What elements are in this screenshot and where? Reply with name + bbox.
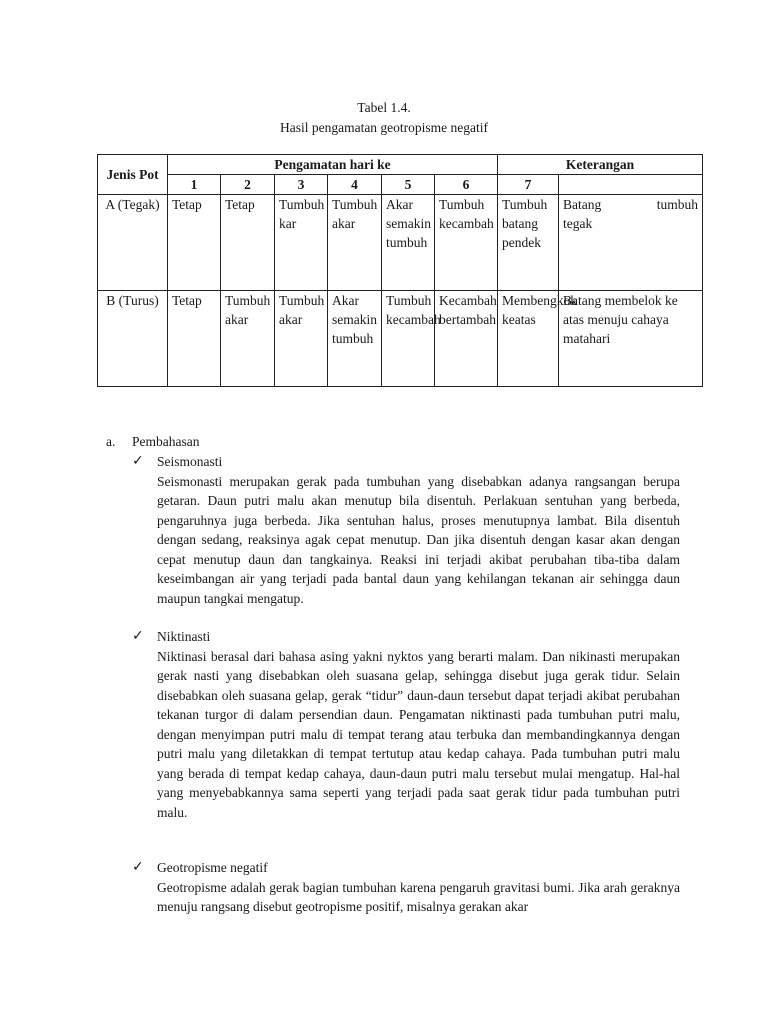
day-cell: Tumbuh kecambah [435,195,498,291]
keterangan-word: Batang [563,197,602,212]
day-cell: Membengkok keatas [498,291,559,387]
table-title: Hasil pengamatan geotropisme negatif [279,120,489,135]
day-cell: Tetap [168,195,221,291]
day-cell: Tumbuh akar [275,291,328,387]
header-day-4: 4 [328,175,382,195]
pot-cell: A (Tegak) [98,195,168,291]
item-heading: Seismonasti [157,454,223,469]
day-cell: Tumbuh kecambah [382,291,435,387]
header-keterangan: Keterangan [498,155,703,175]
day-cell: Akar semakin tumbuh [328,291,382,387]
header-blank [559,175,703,195]
item-paragraph: Geotropisme adalah gerak bagian tumbuhan karena pengaruh gravitasi bumi. Jika arah geraknya menuju rangsang disebut geotropisme positif, misalnya gerakan akar [157,879,680,914]
header-day-5: 5 [382,175,435,195]
table-row [98,195,703,291]
day-cell: Tumbuh batang pendek [498,195,559,291]
day-cell: Tumbuh akar [328,195,382,291]
item-heading: Niktinasti [157,629,211,644]
table-row [98,291,703,387]
header-pengamatan: Pengamatan hari ke [168,155,498,175]
header-day-2: 2 [221,175,275,195]
keterangan-cell [559,195,703,291]
header-day-7: 7 [498,175,559,195]
header-day-1: 1 [168,175,221,195]
check-icon: ✓ [132,453,144,469]
day-cell: Tumbuh akar [221,291,275,387]
day-cell: Tetap [221,195,275,291]
item-paragraph: Seismonasti merupakan gerak pada tumbuhan yang disebabkan adanya rangsangan berupa getaran. Daun putri malu akan menutup bila disentuh. Perlakuan sentuhan yang berbeda, pengaruhnya juga berbeda. Jika sentuhan halus, proses menutupnya lambat. Bila disentuh dengan sedang, reaksinya agak cepat menutup. Dan jika disentuh dengan kasar akan dengan cepat menutup daun dan tangkainya. Reaksi ini terjadi akibat perubahan tiba-tiba dalam keseimbangan air yang terjadi pada bantal daun yang kehilangan tekanan air sehingga daun maupun tangkai mengatup. [157,473,680,606]
day-cell: Tetap [168,291,221,387]
check-icon: ✓ [132,859,144,875]
item-paragraph: Niktinasi berasal dari bahasa asing yakni nyktos yang berarti malam. Dan nikinasti merupakan gerak nasti yang disebabkan oleh suasana gelap, sehingga disebut juga gerak tidur. Selain disebabkan oleh suasana gelap, gerak “tidur” daun-daun tersebut dapat terjadi akibat perubahan tekanan turgor di dalam persendian daun. Pengamatan niktinasti pada tumbuhan putri malu, dengan menyimpan putri malu di tempat terang atau terbuka dan membandingkannya dengan putri malu yang diletakkan di tempat tertutup atau kedap cahaya. Pada tumbuhan putri malu yang berada di tempat kedap cahaya, daun-daun putri malu tersebut mulai mengatup. Hal-hal yang menyebabkannya sama seperti yang terjadi pada saat gerak tidur pada tumbuhan putri malu. [157,648,680,820]
keterangan-cell: Batang membelok ke atas menuju cahaya matahari [559,291,703,387]
day-cell: Kecambah bertambah [435,291,498,387]
item-heading: Geotropisme negatif [157,860,268,875]
observation-table [97,154,703,387]
section-title: Pembahasan [132,434,200,449]
header-day-6: 6 [435,175,498,195]
pot-cell: B (Turus) [98,291,168,387]
header-jenis-pot: Jenis Pot [98,155,168,195]
section-marker: a. [106,434,116,449]
keterangan-word: tegak [563,216,593,231]
table-number: Tabel 1.4. [357,100,411,115]
day-cell: Tumbuh kar [275,195,328,291]
day-cell: Akar semakin tumbuh [382,195,435,291]
check-icon: ✓ [132,628,144,644]
header-day-3: 3 [275,175,328,195]
keterangan-word: tumbuh [656,197,698,212]
